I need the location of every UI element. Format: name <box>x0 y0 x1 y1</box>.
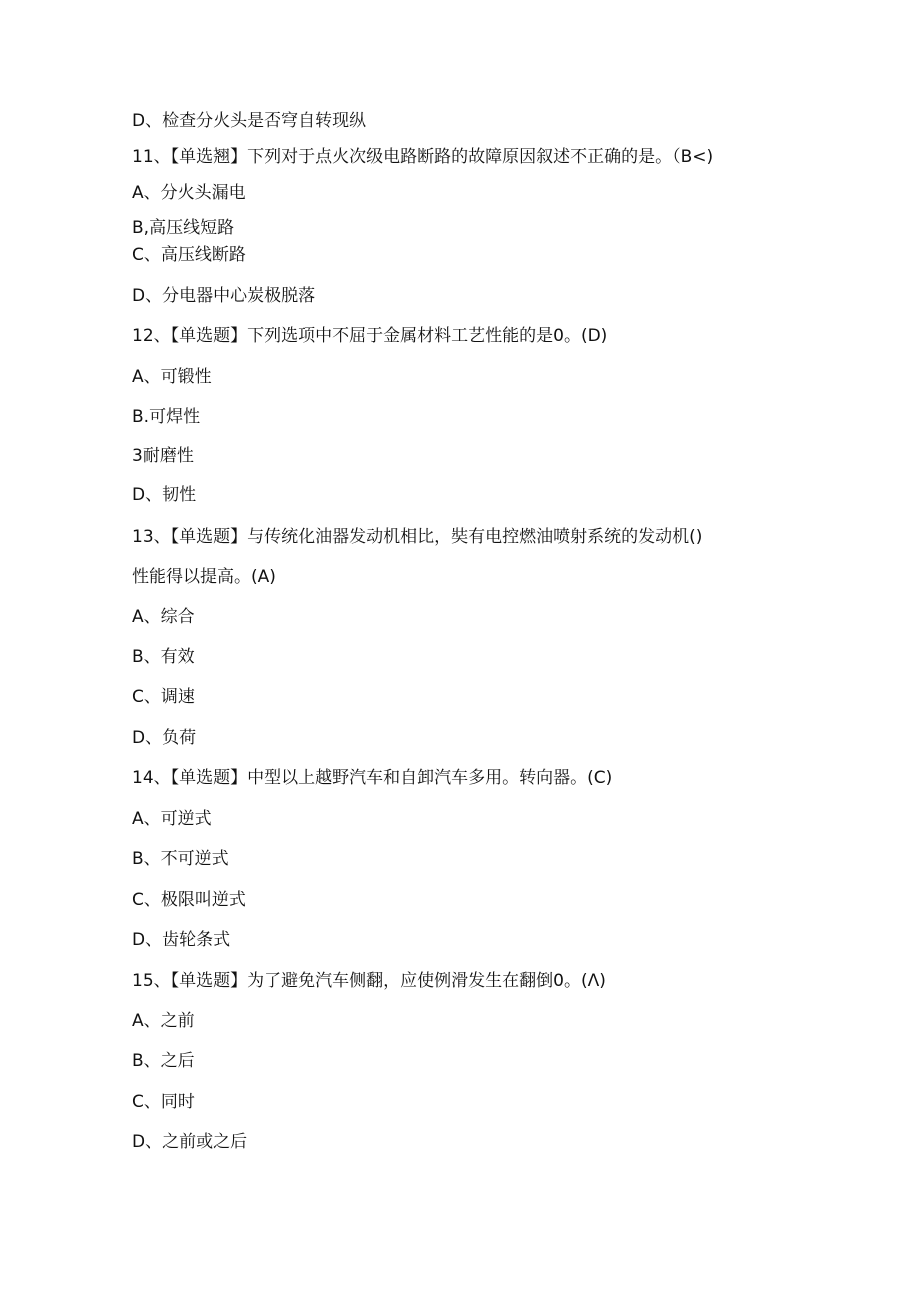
option-d-q14: D、齿轮条式 <box>132 930 231 950</box>
option-b-q13: B、有效 <box>132 647 195 667</box>
option-c-q15: C、同时 <box>132 1092 195 1112</box>
option-d-q10: D、检查分火头是否穹自转现纵 <box>132 111 367 131</box>
question-13: 13、【单选题】与传统化油器发动机相比，奘有电控燃油喷射系统的发动机() <box>132 527 703 547</box>
option-d-q13: D、负荷 <box>132 728 197 748</box>
option-a-q11: A、分火头漏电 <box>132 183 246 203</box>
option-b-q11: B,高压线短路 <box>132 218 235 238</box>
question-13-continuation: 性能得以提高。(A) <box>132 567 276 587</box>
option-a-q13: A、综合 <box>132 607 195 627</box>
option-b-q15: B、之后 <box>132 1051 195 1071</box>
option-c-q12: 3耐磨性 <box>132 446 194 466</box>
question-14: 14、【单选题】中型以上越野汽车和自卸汽车多用。转向器。(C) <box>132 768 613 788</box>
option-d-q12: D、韧性 <box>132 485 197 505</box>
option-b-q14: B、不可逆式 <box>132 849 229 869</box>
option-d-q15: D、之前或之后 <box>132 1132 248 1152</box>
option-c-q14: C、极限叫逆式 <box>132 890 246 910</box>
option-a-q15: A、之前 <box>132 1011 195 1031</box>
option-c-q11: C、高压线断路 <box>132 245 246 265</box>
option-d-q11: D、分电器中心炭极脱落 <box>132 286 316 306</box>
question-15: 15、【单选题】为了避免汽车侧翻，应使例滑发生在翻倒0。(Λ) <box>132 971 606 991</box>
question-12: 12、【单选题】下列选项中不屈于金属材料工艺性能的是0。(D) <box>132 326 608 346</box>
option-a-q12: A、可锻性 <box>132 367 212 387</box>
option-c-q13: C、调速 <box>132 687 195 707</box>
option-a-q14: A、可逆式 <box>132 809 212 829</box>
question-11: 11、【单选翘】下列对于点火次级电路断路的故障原因叙述不正确的是。（B<) <box>132 147 714 167</box>
option-b-q12: B.可焊性 <box>132 407 201 427</box>
